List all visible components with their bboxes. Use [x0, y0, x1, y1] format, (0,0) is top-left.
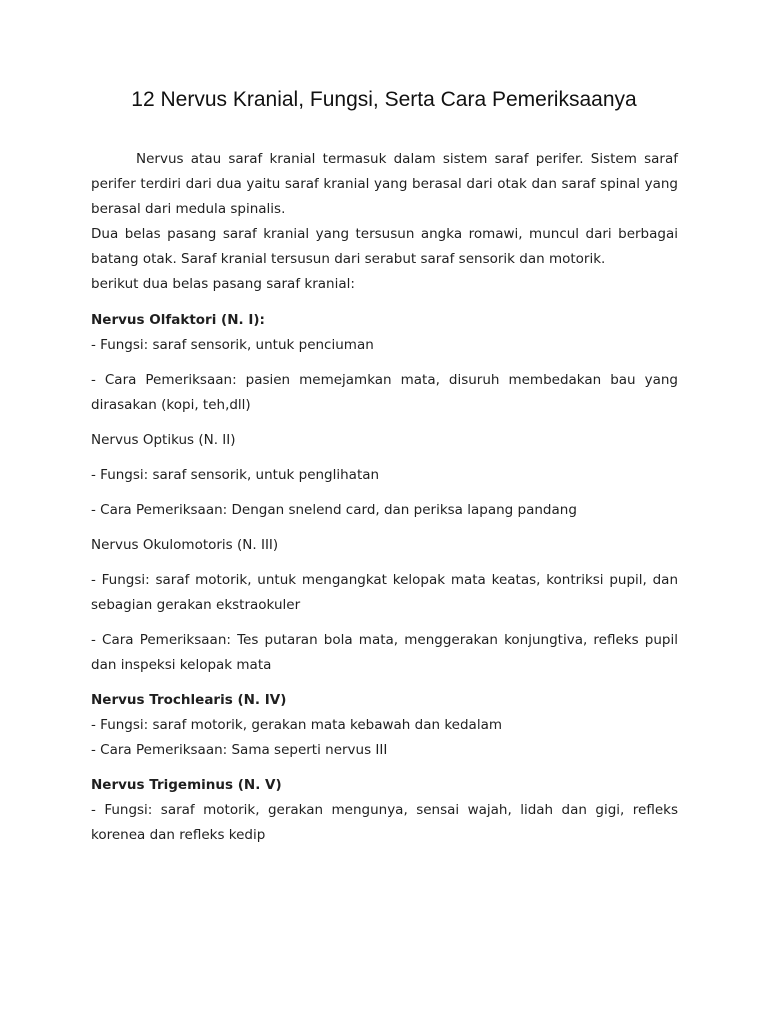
intro-paragraph: Nervus atau saraf kranial termasuk dalam sistem saraf perifer. Sistem saraf perifer terdiri dari dua yaitu saraf kranial yang berasal dari otak dan saraf spinal yang berasal dari medula spinalis. [91, 151, 678, 217]
intro-paragraph: Dua belas pasang saraf kranial yang tersusun angka romawi, muncul dari berbagai batang otak. Saraf kranial tersusun dari serabut saraf sensorik dan motorik. [91, 226, 678, 267]
document-body [91, 147, 678, 848]
nerve-function: - Fungsi: saraf sensorik, untuk penciuman [91, 337, 374, 353]
nerve-function: - Fungsi: saraf motorik, gerakan mata kebawah dan kedalam [91, 717, 503, 733]
document-title: 12 Nervus Kranial, Fungsi, Serta Cara Pemeriksaanya [131, 88, 637, 111]
nerve-heading: Nervus Okulomotoris (N. III) [91, 537, 279, 553]
nerve-heading: Nervus Olfaktori (N. I): [91, 312, 265, 328]
nerve-function: - Fungsi: saraf sensorik, untuk penglihatan [91, 467, 380, 483]
intro-paragraph: berikut dua belas pasang saraf kranial: [91, 276, 355, 292]
nerve-heading: Nervus Optikus (N. II) [91, 432, 236, 448]
nerve-examination: - Cara Pemeriksaan: Tes putaran bola mata, menggerakan konjungtiva, refleks pupil dan inspeksi kelopak mata [91, 632, 678, 673]
nerve-heading: Nervus Trigeminus (N. V) [91, 777, 282, 793]
nerve-function: - Fungsi: saraf motorik, untuk mengangkat kelopak mata keatas, kontriksi pupil, dan sebagian gerakan ekstraokuler [91, 572, 678, 613]
nerve-function: - Fungsi: saraf motorik, gerakan mengunya, sensai wajah, lidah dan gigi, refleks korenea dan refleks kedip [91, 802, 678, 843]
nerve-heading: Nervus Trochlearis (N. IV) [91, 692, 287, 708]
nerve-examination: - Cara Pemeriksaan: Dengan snelend card, dan periksa lapang pandang [91, 502, 577, 518]
nerve-examination: - Cara Pemeriksaan: Sama seperti nervus III [91, 742, 388, 758]
nerve-examination: - Cara Pemeriksaan: pasien memejamkan mata, disuruh membedakan bau yang dirasakan (kopi, teh,dll) [91, 372, 678, 413]
